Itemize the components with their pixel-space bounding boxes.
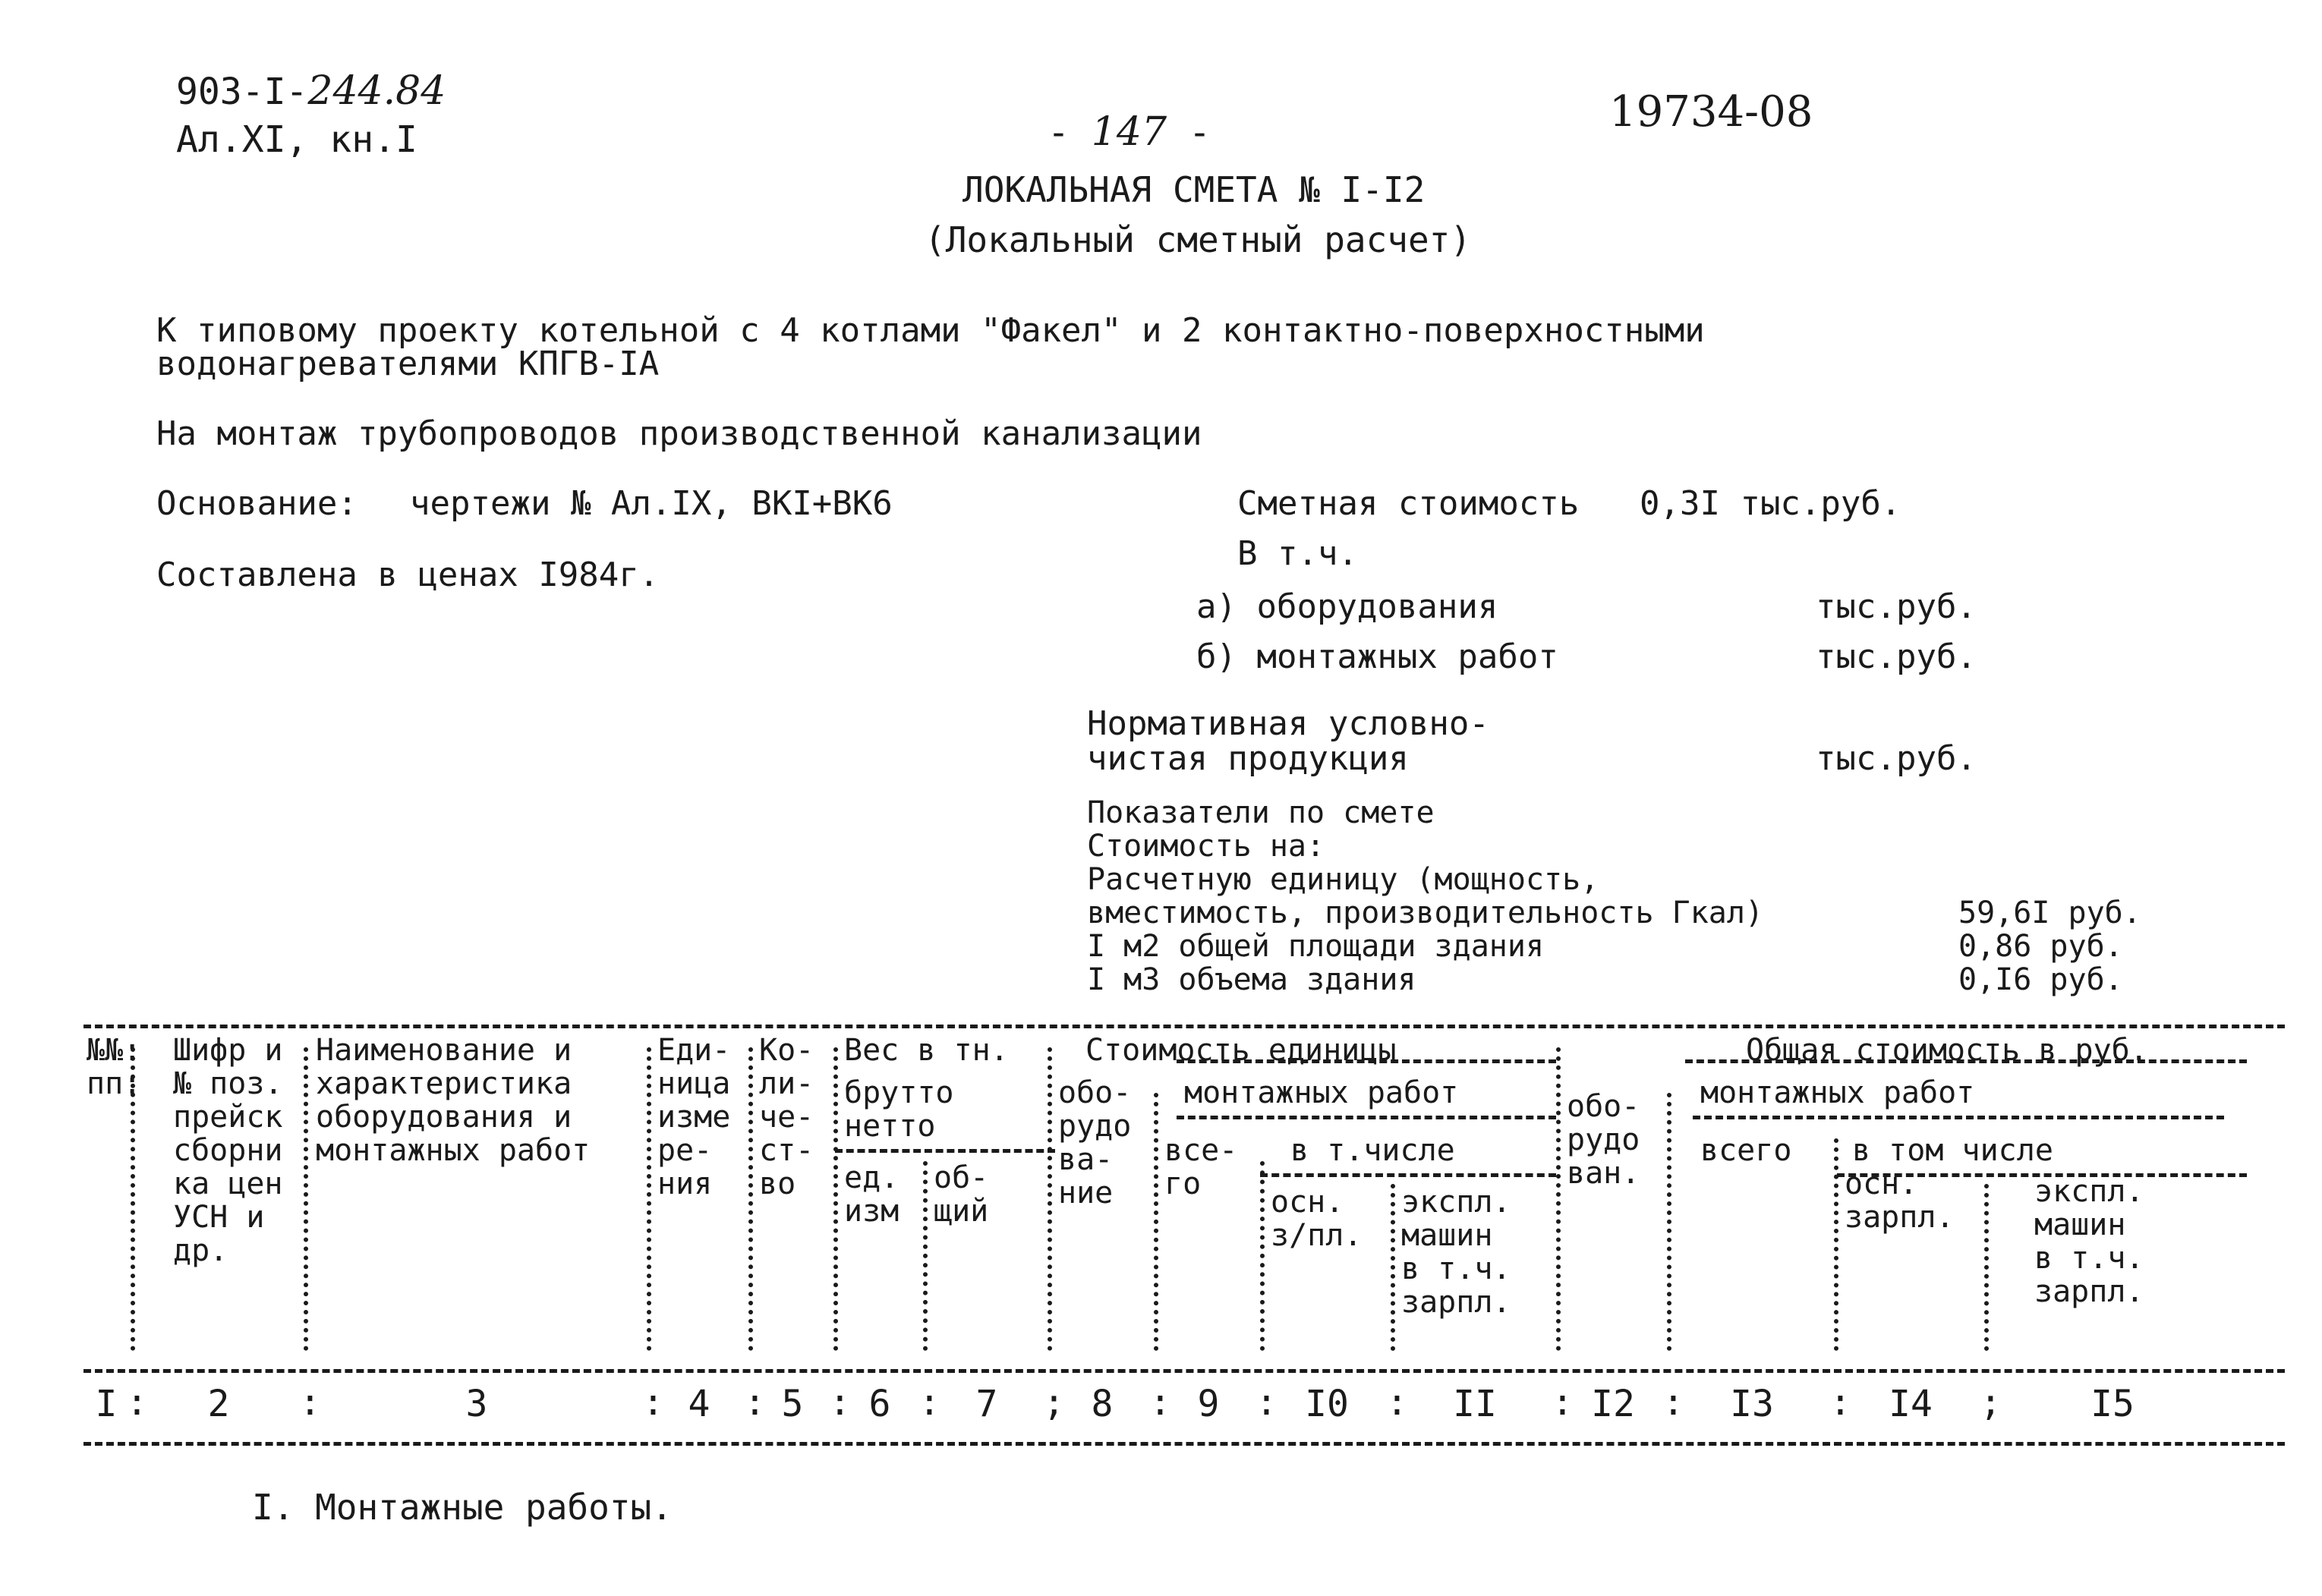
num-sep: ; xyxy=(1980,1381,2002,1424)
basis-label: Основание: xyxy=(156,484,358,523)
col-sep-5 xyxy=(833,1047,838,1351)
col-sep-12 xyxy=(1667,1093,1671,1351)
num-sep: : xyxy=(918,1381,940,1424)
cost-montage-unit: тыс.руб. xyxy=(1816,637,1977,676)
col-2-header: Шифр и № поз. прейск сборни ка цен УСН и др. xyxy=(173,1033,283,1268)
code-handwritten: 244.84 xyxy=(307,68,446,114)
unit-cost-header: Стоимость единицы xyxy=(1085,1033,1397,1068)
num-sep: : xyxy=(829,1381,851,1424)
col-sep-14 xyxy=(1984,1184,1989,1351)
col-12-header: обо- рудо ван. xyxy=(1567,1089,1640,1191)
col-number: 9 xyxy=(1197,1383,1220,1425)
montage-unit-rule xyxy=(1177,1116,1556,1119)
doc-number: 19734-08 xyxy=(1609,87,1813,137)
col-15-header: экспл. машин в т.ч. зарпл. xyxy=(2034,1174,2144,1309)
montage-total-rule xyxy=(1693,1116,2224,1119)
indicator-unit-value: 59,6I руб. xyxy=(1958,896,2141,930)
cost-incl: В т.ч. xyxy=(1237,534,1358,573)
num-sep: : xyxy=(1149,1381,1171,1424)
indicator-unit-line-2: вместимость, производительность Гкал) xyxy=(1087,896,1764,930)
num-sep: : xyxy=(126,1381,148,1424)
num-sep: : xyxy=(1256,1381,1278,1424)
indicator-volume-value: 0,I6 руб. xyxy=(1958,962,2123,997)
col-7-header: об- щий xyxy=(934,1160,989,1229)
num-sep: : xyxy=(1386,1381,1408,1424)
page-title: ЛОКАЛЬНАЯ СМЕТА № I-I2 xyxy=(963,169,1426,210)
col-sep-9 xyxy=(1260,1161,1265,1351)
col-number: 8 xyxy=(1091,1383,1114,1425)
weight-sub-header: брутто нетто xyxy=(844,1075,954,1144)
cost-equipment-unit: тыс.руб. xyxy=(1816,587,1977,626)
norm-line-2: чистая продукция xyxy=(1087,739,1409,778)
indicator-volume-label: I м3 объема здания xyxy=(1087,962,1416,997)
col-3-header: Наименование и характеристика оборудования и монтажных работ xyxy=(316,1033,591,1168)
col-sep-11 xyxy=(1556,1047,1561,1351)
incl-total-header: в том числе xyxy=(1852,1133,2053,1168)
cost-label: Сметная стоимость xyxy=(1237,484,1580,523)
col-sep-2 xyxy=(304,1047,308,1351)
col-9-header: все- го xyxy=(1164,1133,1238,1201)
num-sep: : xyxy=(1552,1381,1574,1424)
col-13-header: всего xyxy=(1700,1133,1792,1168)
page-subtitle: (Локальный сметный расчет) xyxy=(925,219,1472,260)
prices-note: Составлена в ценах I984г. xyxy=(156,556,660,594)
col-sep-10 xyxy=(1391,1184,1395,1351)
num-sep: : xyxy=(642,1381,664,1424)
section-title: I. Монтажные работы. xyxy=(252,1487,673,1528)
montage-unit-header: монтажных работ xyxy=(1184,1075,1459,1110)
indicator-area-label: I м2 общей площади здания xyxy=(1087,929,1545,964)
col-10-header: осн. з/пл. xyxy=(1271,1185,1363,1253)
col-4-header: Еди- ница изме ре- ния xyxy=(657,1033,731,1201)
cost-value: 0,3I тыс.руб. xyxy=(1640,484,1901,523)
num-sep: : xyxy=(299,1381,321,1424)
work-description: На монтаж трубопроводов производственной канализации xyxy=(156,414,1202,453)
basis-value: чертежи № Ал.IX, ВКI+ВК6 xyxy=(410,484,893,523)
num-sep: ; xyxy=(1043,1381,1065,1424)
col-sep-13 xyxy=(1834,1138,1838,1351)
indicators-title: Показатели по смете xyxy=(1087,795,1435,830)
incl-unit-header: в т.числе xyxy=(1290,1133,1455,1168)
col-number: 6 xyxy=(868,1383,891,1425)
col-11-header: экспл. машин в т.ч. зарпл. xyxy=(1401,1185,1511,1320)
col-number: 3 xyxy=(465,1383,488,1425)
col-number: 7 xyxy=(975,1383,998,1425)
weight-header: Вес в тн. xyxy=(844,1033,1009,1068)
col-number: I2 xyxy=(1591,1383,1635,1425)
col-number: I5 xyxy=(2090,1383,2135,1425)
col-number: II xyxy=(1453,1383,1497,1425)
incl-unit-rule xyxy=(1260,1173,1556,1177)
col-sep-8 xyxy=(1154,1093,1158,1351)
project-line-2: водонагревателями КПГВ-IA xyxy=(156,345,660,383)
total-cost-header: Общая стоимость в руб. xyxy=(1746,1033,2148,1068)
page-number: - 147 - xyxy=(1048,109,1211,155)
col-6-header: ед. изм xyxy=(844,1160,899,1229)
col-sep-7 xyxy=(1048,1047,1052,1351)
montage-total-header: монтажных работ xyxy=(1700,1075,1975,1110)
norm-unit: тыс.руб. xyxy=(1816,739,1977,778)
col-sep-3 xyxy=(647,1047,651,1351)
numbers-bottom-rule xyxy=(83,1442,2285,1446)
indicator-unit-line-1: Расчетную единицу (мощность, xyxy=(1087,862,1599,897)
col-5-header: Ко- ли- че- ст- во xyxy=(759,1033,814,1201)
col-number: I4 xyxy=(1889,1383,1933,1425)
cost-montage-label: б) монтажных работ xyxy=(1196,637,1558,676)
indicators-cost-on: Стоимость на: xyxy=(1087,829,1325,864)
table-top-rule xyxy=(83,1025,2285,1028)
norm-line-1: Нормативная условно- xyxy=(1087,704,1489,743)
col-8-header: обо- рудо ва- ние xyxy=(1058,1075,1132,1210)
indicator-area-value: 0,86 руб. xyxy=(1958,929,2123,964)
project-code xyxy=(176,68,446,114)
col-14-header: осн. зарпл. xyxy=(1845,1166,1955,1235)
code-prefix: 903-I- xyxy=(176,71,308,113)
col-number: I0 xyxy=(1305,1383,1349,1425)
col-number: 5 xyxy=(781,1383,804,1425)
col-number: 4 xyxy=(688,1383,710,1425)
num-sep: : xyxy=(1829,1381,1851,1424)
col-sep-4 xyxy=(748,1047,753,1351)
col-number: I xyxy=(95,1383,118,1425)
col-number: I3 xyxy=(1730,1383,1774,1425)
album-reference: Ал.XI, кн.I xyxy=(176,118,417,161)
col-sep-6 xyxy=(923,1161,928,1351)
project-line-1: К типовому проекту котельной с 4 котлами "Факел" и 2 контактно-поверхностными xyxy=(156,311,1705,350)
col-number: 2 xyxy=(207,1383,230,1425)
col-1-header: №№: пп: xyxy=(87,1033,142,1101)
header-bottom-rule xyxy=(83,1369,2285,1373)
num-sep: : xyxy=(1662,1381,1684,1424)
num-sep: : xyxy=(744,1381,766,1424)
cost-equipment-label: а) оборудования xyxy=(1196,587,1498,626)
weight-rule xyxy=(835,1149,1055,1153)
